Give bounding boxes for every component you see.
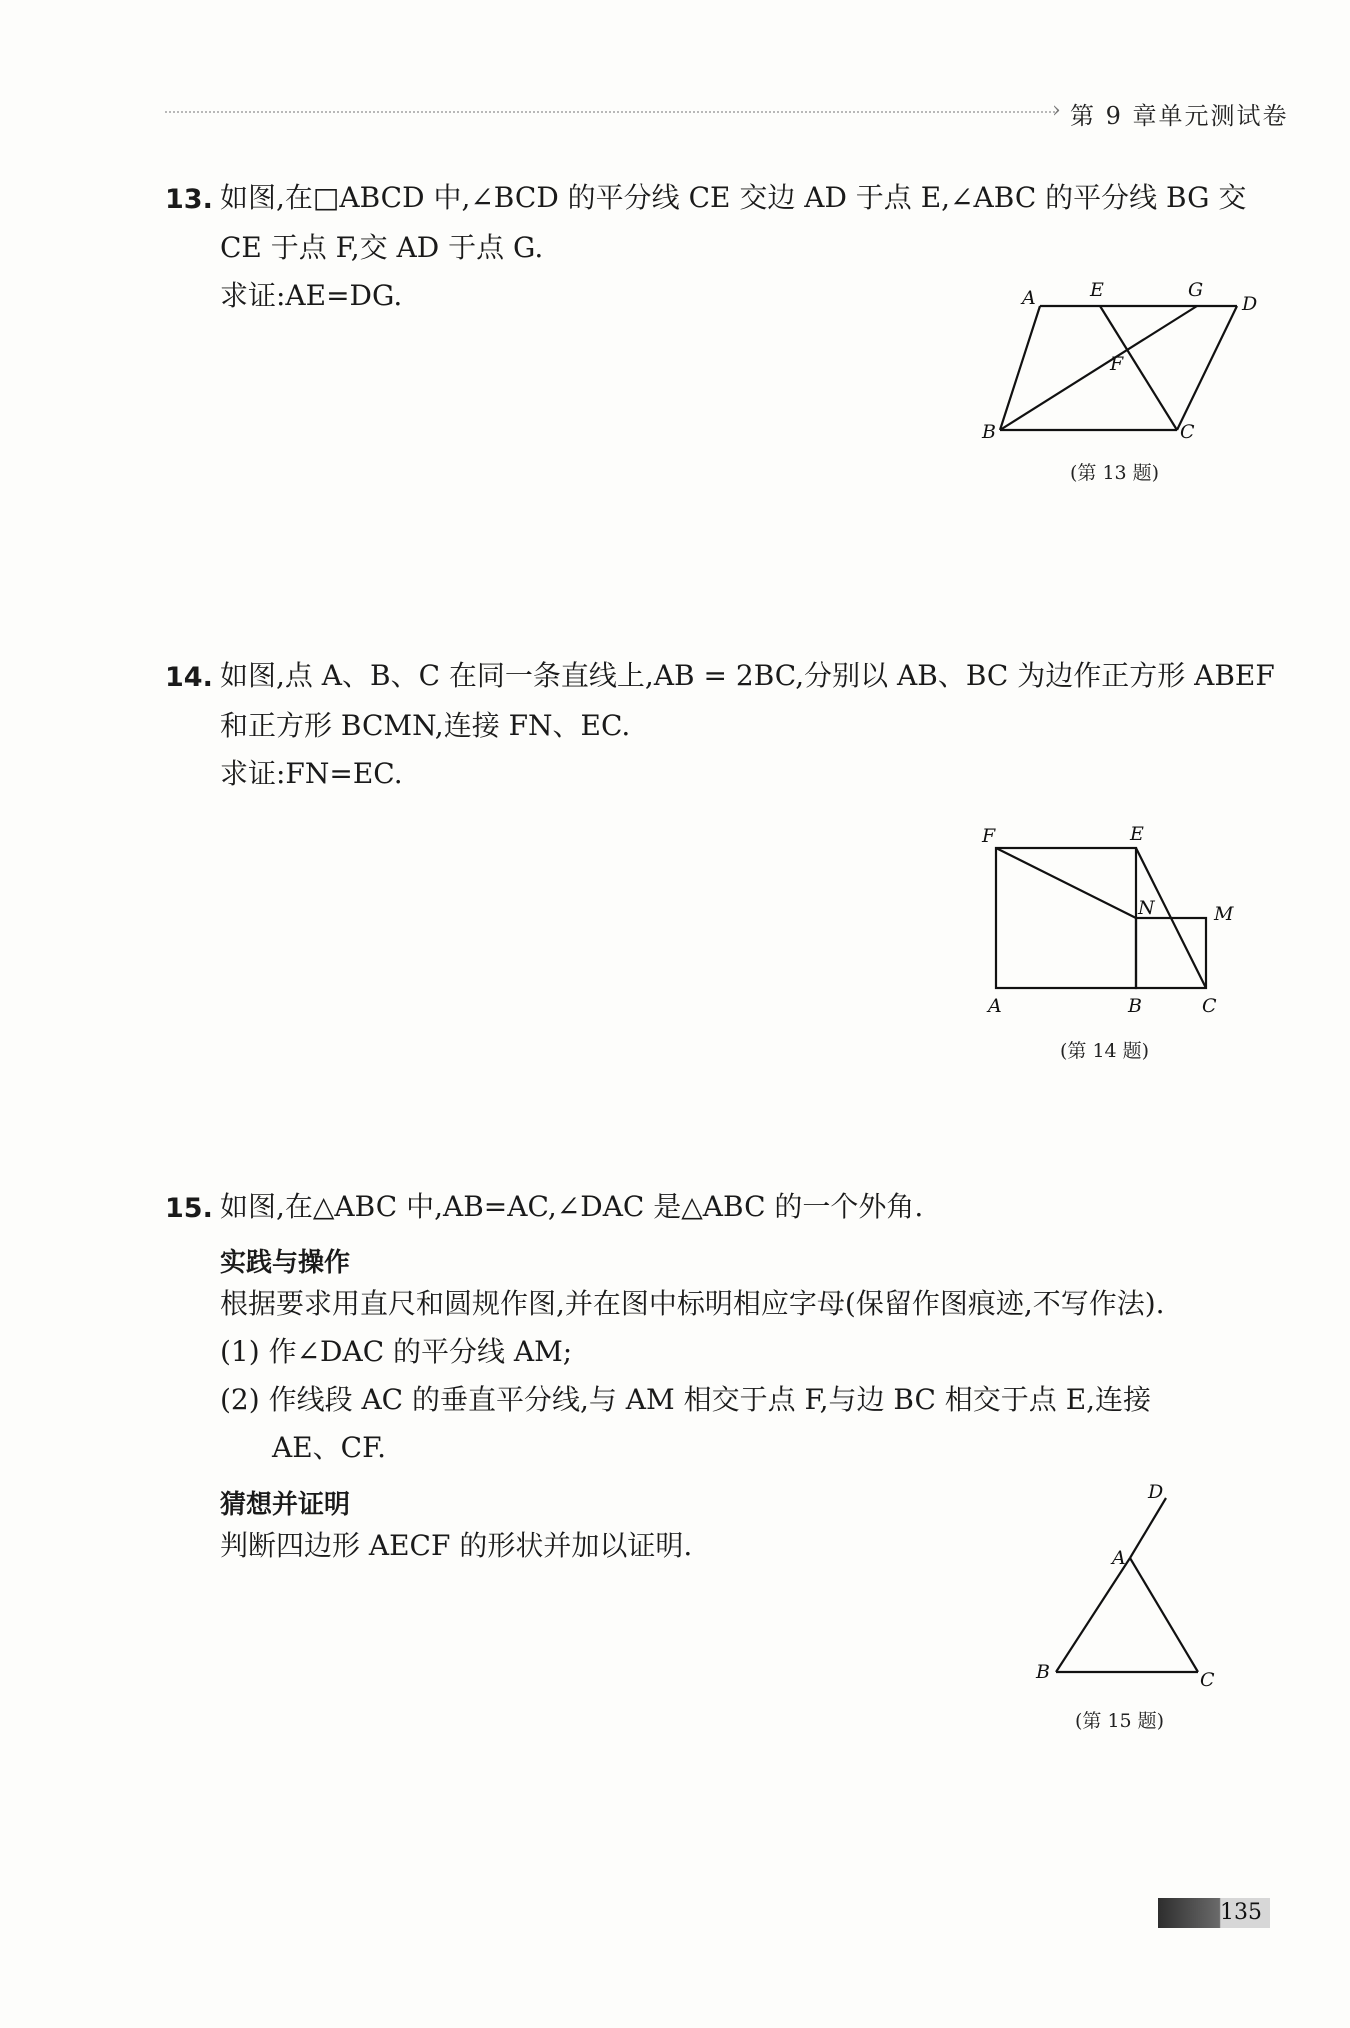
- q13-number: 13.: [165, 184, 213, 215]
- q14-line-fn: [996, 848, 1136, 918]
- q15-caption: (第 15 题): [1075, 1710, 1165, 1732]
- q15-item1: (1) 作∠DAC 的平分线 AM;: [220, 1335, 573, 1368]
- q15-side-ab: [1056, 1558, 1130, 1672]
- q15-label-c: C: [1200, 1669, 1215, 1691]
- q14-label-c: C: [1202, 995, 1217, 1017]
- q14-line2: 和正方形 BCMN,连接 FN、EC.: [220, 709, 631, 742]
- q14-square-abef: [996, 848, 1136, 988]
- q14-caption: (第 14 题): [1060, 1040, 1150, 1062]
- q15-instructions: 根据要求用直尺和圆规作图,并在图中标明相应字母(保留作图痕迹,不写作法).: [220, 1287, 1165, 1320]
- q14-label-e: E: [1130, 823, 1144, 845]
- q13-side-dc: [1177, 306, 1237, 430]
- q14-line1: 如图,点 A、B、C 在同一条直线上,AB = 2BC,分别以 AB、BC 为边作正方形 ABEF: [220, 659, 1275, 692]
- q15-item2a: (2) 作线段 AC 的垂直平分线,与 AM 相交于点 F,与边 BC 相交于点 E,连接: [220, 1383, 1152, 1416]
- q13-label-c: C: [1180, 421, 1195, 443]
- q13-label-g: G: [1188, 279, 1204, 301]
- q14-label-f: F: [982, 825, 996, 847]
- q13-label-b: B: [982, 421, 996, 443]
- q14-square-bcmn: [1136, 918, 1206, 988]
- header-rule: [165, 111, 1055, 113]
- q15-section-conjecture: 猜想并证明: [220, 1490, 351, 1520]
- q14-label-b: B: [1128, 995, 1142, 1017]
- q15-label-d: D: [1148, 1482, 1164, 1503]
- q15-figure: [1030, 1482, 1230, 1692]
- q15-number: 15.: [165, 1193, 213, 1224]
- q15-task: 判断四边形 AECF 的形状并加以证明.: [220, 1529, 693, 1562]
- q15-label-a: A: [1112, 1547, 1126, 1569]
- q13-line-bg: [1000, 306, 1197, 430]
- q13-label-d: D: [1242, 293, 1258, 315]
- q15-item2b: AE、CF.: [272, 1431, 387, 1464]
- q15-label-b: B: [1036, 1661, 1050, 1683]
- header-arrow-icon: ›: [1052, 98, 1061, 123]
- page-number: 135: [1220, 1900, 1262, 1925]
- q15-section-practice: 实践与操作: [220, 1248, 351, 1278]
- q14-number: 14.: [165, 662, 213, 693]
- q14-prove: 求证:FN=EC.: [220, 757, 403, 790]
- q13-side-ba: [1000, 306, 1040, 430]
- q13-line2: CE 于点 F,交 AD 于点 G.: [220, 231, 544, 264]
- q13-caption: (第 13 题): [1070, 462, 1160, 484]
- q13-label-f: F: [1110, 353, 1124, 375]
- q15-ray-ad: [1130, 1498, 1166, 1558]
- q15-line1: 如图,在△ABC 中,AB=AC,∠DAC 是△ABC 的一个外角.: [220, 1190, 924, 1223]
- q13-label-a: A: [1022, 287, 1036, 309]
- header-title: 第 9 章单元测试卷: [1070, 102, 1289, 130]
- q14-label-n: N: [1138, 897, 1155, 919]
- q13-prove: 求证:AE=DG.: [220, 279, 403, 312]
- q14-figure: [970, 820, 1240, 1020]
- q14-label-a: A: [988, 995, 1002, 1017]
- q13-line1: 如图,在□ABCD 中,∠BCD 的平分线 CE 交边 AD 于点 E,∠ABC 的平分线 BG 交: [220, 181, 1247, 214]
- q13-figure: [980, 270, 1280, 450]
- q15-side-ac: [1130, 1558, 1198, 1672]
- q13-label-e: E: [1090, 279, 1104, 301]
- q14-label-m: M: [1214, 903, 1234, 925]
